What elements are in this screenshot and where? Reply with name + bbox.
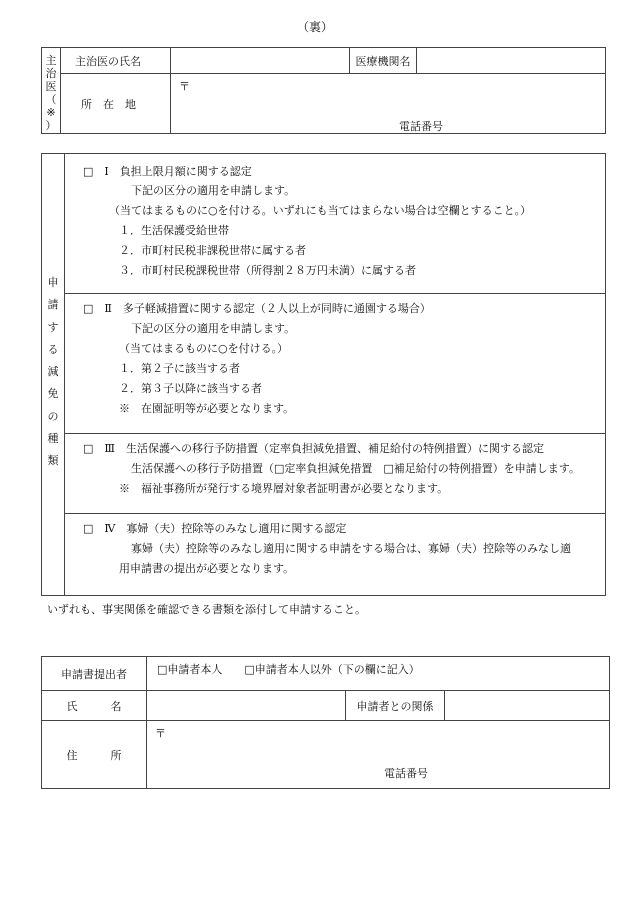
doctor-address-field[interactable]: [171, 74, 606, 134]
applicant-address-label: 住 所: [42, 721, 147, 789]
reduction-section-4: [65, 514, 606, 596]
doctor-name-label: 主治医の氏名: [61, 48, 171, 74]
postal-mark: 〒: [155, 727, 166, 740]
section-1-line: ３．市町村民税課税世帯（所得割２８万円未満）に属する者: [119, 264, 416, 277]
reductions-table: [41, 153, 606, 596]
section-2-line: （当てはまるものに○を付ける。）: [119, 342, 289, 355]
doctor-side-label: 主 治 医 （ ※ ）: [42, 48, 61, 134]
applicant-table: [41, 656, 610, 789]
reduction-section-3: [65, 434, 606, 514]
section-2-heading[interactable]: □ Ⅱ 多子軽減措置に関する認定（２人以上が同時に通園する場合）: [83, 302, 431, 315]
doctor-phone-label: 電話番号: [399, 120, 443, 133]
doctor-name-field[interactable]: [171, 48, 350, 74]
relation-field[interactable]: [445, 691, 610, 721]
section-1-line: 下記の区分の適用を申請します。: [131, 184, 296, 197]
section-1-heading[interactable]: □ Ⅰ 負担上限月額に関する認定: [83, 165, 252, 178]
section-4-line: 用申請書の提出が必要となります。: [119, 562, 295, 575]
section-4-line: 寡婦（夫）控除等のみなし適用に関する申請をする場合は、寡婦（夫）控除等のみなし適: [131, 542, 571, 555]
applicant-name-label: 氏 名: [42, 691, 147, 721]
institution-field[interactable]: [417, 48, 606, 74]
section-1-line: ２．市町村民税非課税世帯に属する者: [119, 244, 306, 257]
doctor-table: [41, 47, 606, 134]
reduction-section-2: [65, 294, 606, 434]
section-2-line: ※ 在園証明等が必要となります。: [119, 402, 295, 415]
section-3-line: ※ 福祉事務所が発行する境界層対象者証明書が必要となります。: [119, 482, 449, 495]
applicant-name-field[interactable]: [147, 691, 346, 721]
reduction-section-1: [65, 154, 606, 294]
submitter-options[interactable]: □申請者本人 □申請者本人以外（下の欄に記入）: [147, 657, 610, 691]
doctor-address-label: 所 在 地: [61, 74, 171, 134]
applicant-address-field[interactable]: [147, 721, 610, 789]
page-title: （裏）: [296, 20, 333, 34]
relation-label: 申請者との関係: [346, 691, 445, 721]
footnote: いずれも、事実関係を確認できる書類を添付して申請すること。: [47, 603, 366, 616]
submitter-label: 申請書提出者: [42, 657, 147, 691]
postal-mark: 〒: [179, 80, 190, 93]
applicant-phone-label: 電話番号: [384, 767, 428, 780]
section-2-line: 下記の区分の適用を申請します。: [131, 322, 296, 335]
section-2-line: ２．第３子以降に該当する者: [119, 382, 262, 395]
reductions-side-label: 申 請 す る 減 免 の 種 類: [42, 154, 65, 596]
institution-label: 医療機関名: [350, 48, 417, 74]
section-3-line: 生活保護への移行予防措置（□定率負担減免措置 □補足給付の特例措置）を申請します。: [131, 462, 580, 475]
section-1-line: １．生活保護受給世帯: [119, 224, 229, 237]
section-1-line: （当てはまるものに○を付ける。いずれにも当てはまらない場合は空欄とすること。）: [109, 204, 532, 217]
section-4-heading[interactable]: □ Ⅳ 寡婦（夫）控除等のみなし適用に関する認定: [83, 522, 347, 535]
section-2-line: １．第２子に該当する者: [119, 362, 240, 375]
section-3-heading[interactable]: □ Ⅲ 生活保護への移行予防措置（定率負担減免措置、補足給付の特例措置）に関する認定: [83, 442, 544, 455]
